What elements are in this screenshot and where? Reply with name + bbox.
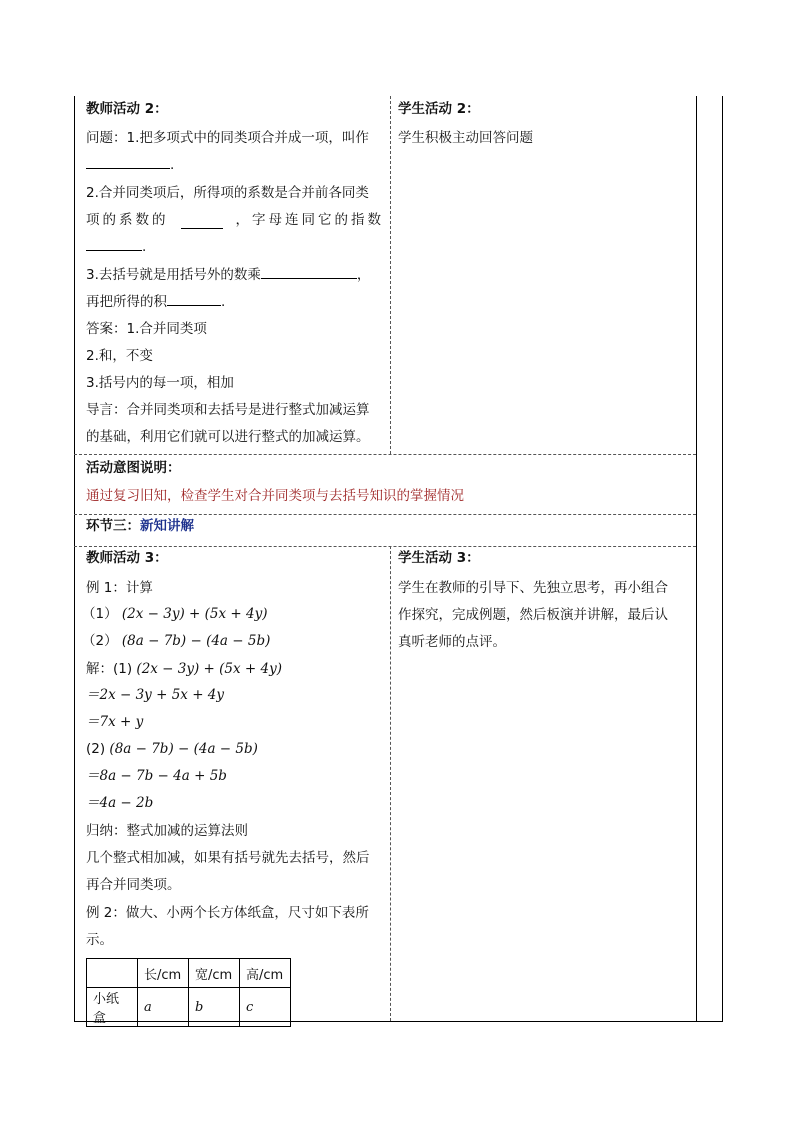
student-activity-3-line-3: 真听老师的点评。 — [398, 634, 506, 650]
question-3-part: 再把所得的积 — [86, 294, 167, 310]
question-1-end: . — [170, 157, 175, 173]
section-3-title — [86, 513, 194, 540]
activity-intent-text: 通过复习旧知，检查学生对合并同类项与去括号知识的掌握情况 — [86, 488, 464, 504]
answer-blank — [181, 214, 223, 229]
column-divider-top — [390, 96, 391, 454]
example-1-problem-1 — [82, 601, 267, 628]
table-header-cell: 宽/cm — [189, 959, 240, 988]
answer-3: 3.括号内的每一项，相加 — [86, 375, 234, 391]
table-cell: b — [189, 988, 240, 1027]
math-expression: (2x − 3y) + (5x + 4y) — [136, 661, 283, 677]
example-1-title: 例 1：计算 — [86, 580, 153, 596]
example-1-problem-2 — [82, 628, 270, 655]
question-2-part: ，字母连同它的指数 — [235, 212, 384, 228]
guide-line-2: 的基础，利用它们就可以进行整式的加减运算。 — [86, 429, 370, 445]
solution-1-step-2: ＝7x + y — [86, 714, 144, 730]
table-header-cell — [87, 959, 138, 988]
example-2-line-2: 示。 — [86, 932, 113, 948]
activity-intent-heading: 活动意图说明： — [86, 460, 181, 476]
student-activity-2-text: 学生积极主动回答问题 — [398, 130, 533, 146]
student-activity-2-heading: 学生活动 2： — [398, 101, 480, 117]
box-size-table — [86, 958, 291, 1027]
question-1-blank-line — [86, 152, 174, 179]
question-1-text: 问题：1.把多项式中的同类项合并成一项，叫作 — [86, 130, 369, 146]
question-2-text: 2.合并同类项后，所得项的系数是合并前各同类 — [86, 185, 369, 201]
table-header-cell: 高/cm — [240, 959, 291, 988]
student-activity-3-line-1: 学生在教师的引导下、先独立思考，再小组合 — [398, 580, 668, 596]
rule-line-1: 几个整式相加减，如果有括号就先去括号，然后 — [86, 850, 370, 866]
question-3-part: ， — [356, 267, 371, 283]
question-2-end: . — [142, 239, 147, 255]
table-row — [87, 988, 291, 1027]
teacher-activity-2-heading: 教师活动 2： — [86, 101, 168, 117]
question-3-part: . — [221, 294, 226, 310]
example-2-line-1: 例 2：做大、小两个长方体纸盒，尺寸如下表所 — [86, 905, 369, 921]
question-3-line-1 — [86, 262, 370, 289]
solution-label: 解：(1) — [86, 661, 133, 677]
solution-1-line — [86, 656, 282, 683]
table-cell: c — [240, 988, 291, 1027]
solution-label: (2) — [86, 741, 106, 757]
table-header-row — [87, 959, 291, 988]
math-expression: (8a − 7b) − (4a − 5b) — [109, 741, 258, 757]
table-header-cell: 长/cm — [138, 959, 189, 988]
rule-title: 归纳：整式加减的运算法则 — [86, 823, 248, 839]
answer-1: 答案：1.合并同类项 — [86, 321, 207, 337]
problem-label: （2） — [82, 633, 118, 649]
guide-line-1: 导言：合并同类项和去括号是进行整式加减运算 — [86, 402, 370, 418]
section-label: 环节三： — [86, 518, 140, 534]
answer-2: 2.和，不变 — [86, 348, 153, 364]
table-cell: 小纸盒 — [87, 988, 138, 1027]
table-left-border — [74, 96, 75, 1022]
solution-2-step-1: ＝8a − 7b − 4a + 5b — [86, 768, 227, 784]
question-2-blank-line — [86, 234, 146, 261]
table-cell: a — [138, 988, 189, 1027]
solution-2-step-2: ＝4a − 2b — [86, 795, 154, 811]
student-activity-3-heading: 学生活动 3： — [398, 550, 480, 566]
table-inner-right-border — [696, 96, 697, 1022]
question-3-line-2 — [86, 289, 225, 316]
rule-line-2: 再合并同类项。 — [86, 877, 181, 893]
question-3-part: 3.去括号就是用括号外的数乘 — [86, 267, 261, 283]
student-activity-3-line-2: 作探究，完成例题，然后板演并讲解，最后认 — [398, 607, 668, 623]
teacher-activity-3-heading: 教师活动 3： — [86, 550, 168, 566]
solution-1-step-1: ＝2x − 3y + 5x + 4y — [86, 687, 225, 703]
question-2-line-2 — [86, 207, 384, 234]
math-expression: (8a − 7b) − (4a − 5b) — [121, 633, 271, 649]
table-right-border — [722, 96, 723, 1022]
answer-blank — [86, 154, 170, 169]
section-name: 新知讲解 — [140, 518, 194, 534]
problem-label: （1） — [82, 606, 118, 622]
answer-blank — [261, 264, 357, 279]
answer-blank — [86, 236, 142, 251]
answer-blank — [167, 291, 221, 306]
question-2-part: 项的系数的 — [86, 212, 169, 228]
solution-2-line — [86, 736, 258, 763]
column-divider-bottom — [390, 546, 391, 1021]
math-expression: (2x − 3y) + (5x + 4y) — [121, 606, 268, 622]
